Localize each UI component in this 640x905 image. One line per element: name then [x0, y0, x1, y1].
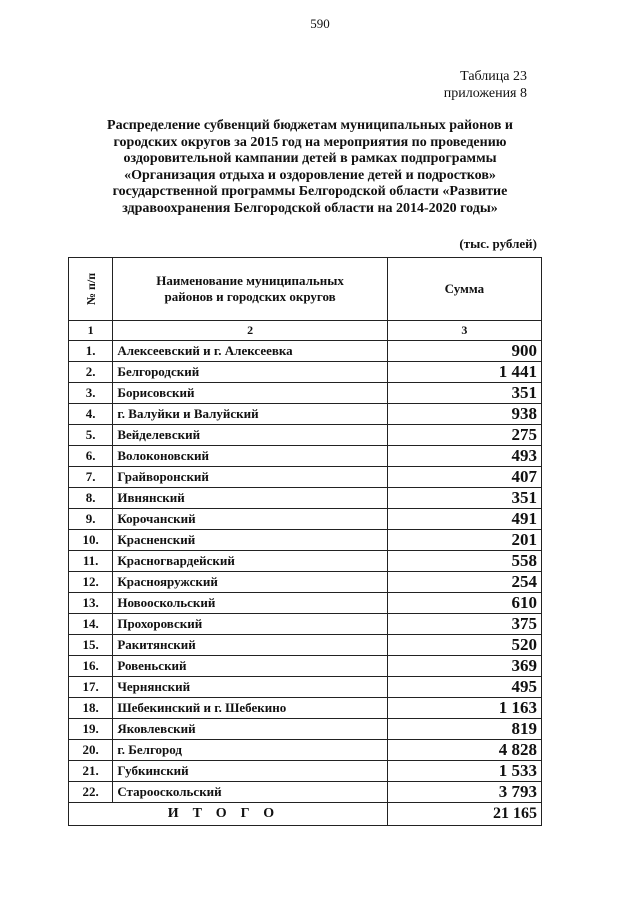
- title-line: Распределение субвенций бюджетам муниципальных районов и: [107, 118, 513, 133]
- header-number: [69, 258, 113, 321]
- table-header-row: [69, 258, 542, 321]
- district-name: Красненский: [113, 530, 388, 551]
- row-number: 1.: [69, 341, 113, 362]
- subsidy-amount: 1 533: [387, 761, 541, 782]
- table-row: [69, 425, 542, 446]
- district-name: Старооскольский: [113, 782, 388, 803]
- row-number: 11.: [69, 551, 113, 572]
- subsidy-amount: 254: [387, 572, 541, 593]
- district-name: Волоконовский: [113, 446, 388, 467]
- subsidy-table: [68, 257, 542, 826]
- subsidy-amount: 369: [387, 656, 541, 677]
- subsidy-amount: 375: [387, 614, 541, 635]
- table-row: [69, 530, 542, 551]
- district-name: Шебекинский и г. Шебекино: [113, 698, 388, 719]
- district-name: Краснояружский: [113, 572, 388, 593]
- subsidy-amount: 351: [387, 383, 541, 404]
- table-row: [69, 782, 542, 803]
- district-name: Ровеньский: [113, 656, 388, 677]
- table-row: [69, 467, 542, 488]
- table-row: [69, 341, 542, 362]
- annex-table-label: Таблица 23: [460, 69, 527, 84]
- row-number: 10.: [69, 530, 113, 551]
- district-name: Новооскольский: [113, 593, 388, 614]
- title-line: городских округов за 2015 год на мероприятия по проведению: [113, 134, 507, 150]
- table-row: [69, 656, 542, 677]
- table-row: [69, 635, 542, 656]
- row-number: 22.: [69, 782, 113, 803]
- subsidy-amount: 520: [387, 635, 541, 656]
- title-line: «Организация отдыха и оздоровление детей и подростков»: [124, 167, 496, 183]
- row-number: 21.: [69, 761, 113, 782]
- subsidy-amount: 938: [387, 404, 541, 425]
- header-name-line: районов и городских округов: [164, 289, 336, 304]
- subsidy-amount: 610: [387, 593, 541, 614]
- table-row: [69, 761, 542, 782]
- district-name: Борисовский: [113, 383, 388, 404]
- row-number: 5.: [69, 425, 113, 446]
- row-number: 20.: [69, 740, 113, 761]
- row-number: 4.: [69, 404, 113, 425]
- table-row: [69, 614, 542, 635]
- table-row: [69, 509, 542, 530]
- table-row: [69, 383, 542, 404]
- district-name: Прохоровский: [113, 614, 388, 635]
- subsidy-amount: 495: [387, 677, 541, 698]
- row-number: 18.: [69, 698, 113, 719]
- row-number: 2.: [69, 362, 113, 383]
- district-name: Ивнянский: [113, 488, 388, 509]
- subsidy-amount: 201: [387, 530, 541, 551]
- table-row: [69, 404, 542, 425]
- row-number: 19.: [69, 719, 113, 740]
- subsidy-amount: 558: [387, 551, 541, 572]
- row-number: 9.: [69, 509, 113, 530]
- district-name: Красногвардейский: [113, 551, 388, 572]
- table-row: [69, 698, 542, 719]
- table-row: [69, 551, 542, 572]
- row-number: 14.: [69, 614, 113, 635]
- document-title: [70, 118, 550, 217]
- subsidy-amount: 819: [387, 719, 541, 740]
- district-name: г. Белгород: [113, 740, 388, 761]
- row-number: 6.: [69, 446, 113, 467]
- header-sum: Сумма: [387, 258, 541, 321]
- title-line: оздоровительной кампании детей в рамках подпрограммы: [123, 151, 497, 166]
- units-label: (тыс. рублей): [459, 236, 537, 251]
- table-row: [69, 593, 542, 614]
- row-number: 15.: [69, 635, 113, 656]
- table-row: [69, 719, 542, 740]
- page-number: 590: [310, 16, 330, 31]
- row-number: 12.: [69, 572, 113, 593]
- district-name: Чернянский: [113, 677, 388, 698]
- row-number: 16.: [69, 656, 113, 677]
- district-name: Белгородский: [113, 362, 388, 383]
- subsidy-amount: 275: [387, 425, 541, 446]
- column-number: 3: [387, 321, 541, 341]
- title-line: здравоохранения Белгородской области на 2014-2020 годы»: [122, 200, 498, 216]
- row-number: 8.: [69, 488, 113, 509]
- row-number: 3.: [69, 383, 113, 404]
- table-row: [69, 446, 542, 467]
- header-name-line: Наименование муниципальных: [156, 273, 344, 288]
- subsidy-amount: 4 828: [387, 740, 541, 761]
- row-number: 7.: [69, 467, 113, 488]
- district-name: Яковлевский: [113, 719, 388, 740]
- column-number: 2: [113, 321, 388, 341]
- header-name: [113, 258, 388, 321]
- district-name: г. Валуйки и Валуйский: [113, 404, 388, 425]
- district-name: Корочанский: [113, 509, 388, 530]
- title-line: государственной программы Белгородской области «Развитие: [112, 184, 508, 199]
- table-row: [69, 362, 542, 383]
- subsidy-amount: 493: [387, 446, 541, 467]
- header-number-label: № п/п: [83, 272, 98, 306]
- total-row: [69, 803, 542, 826]
- table-row: [69, 488, 542, 509]
- subsidy-amount: 491: [387, 509, 541, 530]
- row-number: 17.: [69, 677, 113, 698]
- row-number: 13.: [69, 593, 113, 614]
- district-name: Грайворонский: [113, 467, 388, 488]
- table-row: [69, 572, 542, 593]
- annex-reference: [444, 68, 527, 102]
- district-name: Алексеевский и г. Алексеевка: [113, 341, 388, 362]
- subsidy-amount: 900: [387, 341, 541, 362]
- table-row: [69, 740, 542, 761]
- district-name: Губкинский: [113, 761, 388, 782]
- subsidy-amount: 351: [387, 488, 541, 509]
- subsidy-amount: 1 441: [387, 362, 541, 383]
- subsidy-amount: 1 163: [387, 698, 541, 719]
- column-number-row: [69, 321, 542, 341]
- total-label: ИТОГО: [69, 803, 388, 826]
- total-sum: 21 165: [387, 803, 541, 826]
- subsidy-amount: 3 793: [387, 782, 541, 803]
- district-name: Ракитянский: [113, 635, 388, 656]
- subsidy-amount: 407: [387, 467, 541, 488]
- table-row: [69, 677, 542, 698]
- annex-appendix-label: приложения 8: [443, 86, 527, 101]
- district-name: Вейделевский: [113, 425, 388, 446]
- column-number: 1: [69, 321, 113, 341]
